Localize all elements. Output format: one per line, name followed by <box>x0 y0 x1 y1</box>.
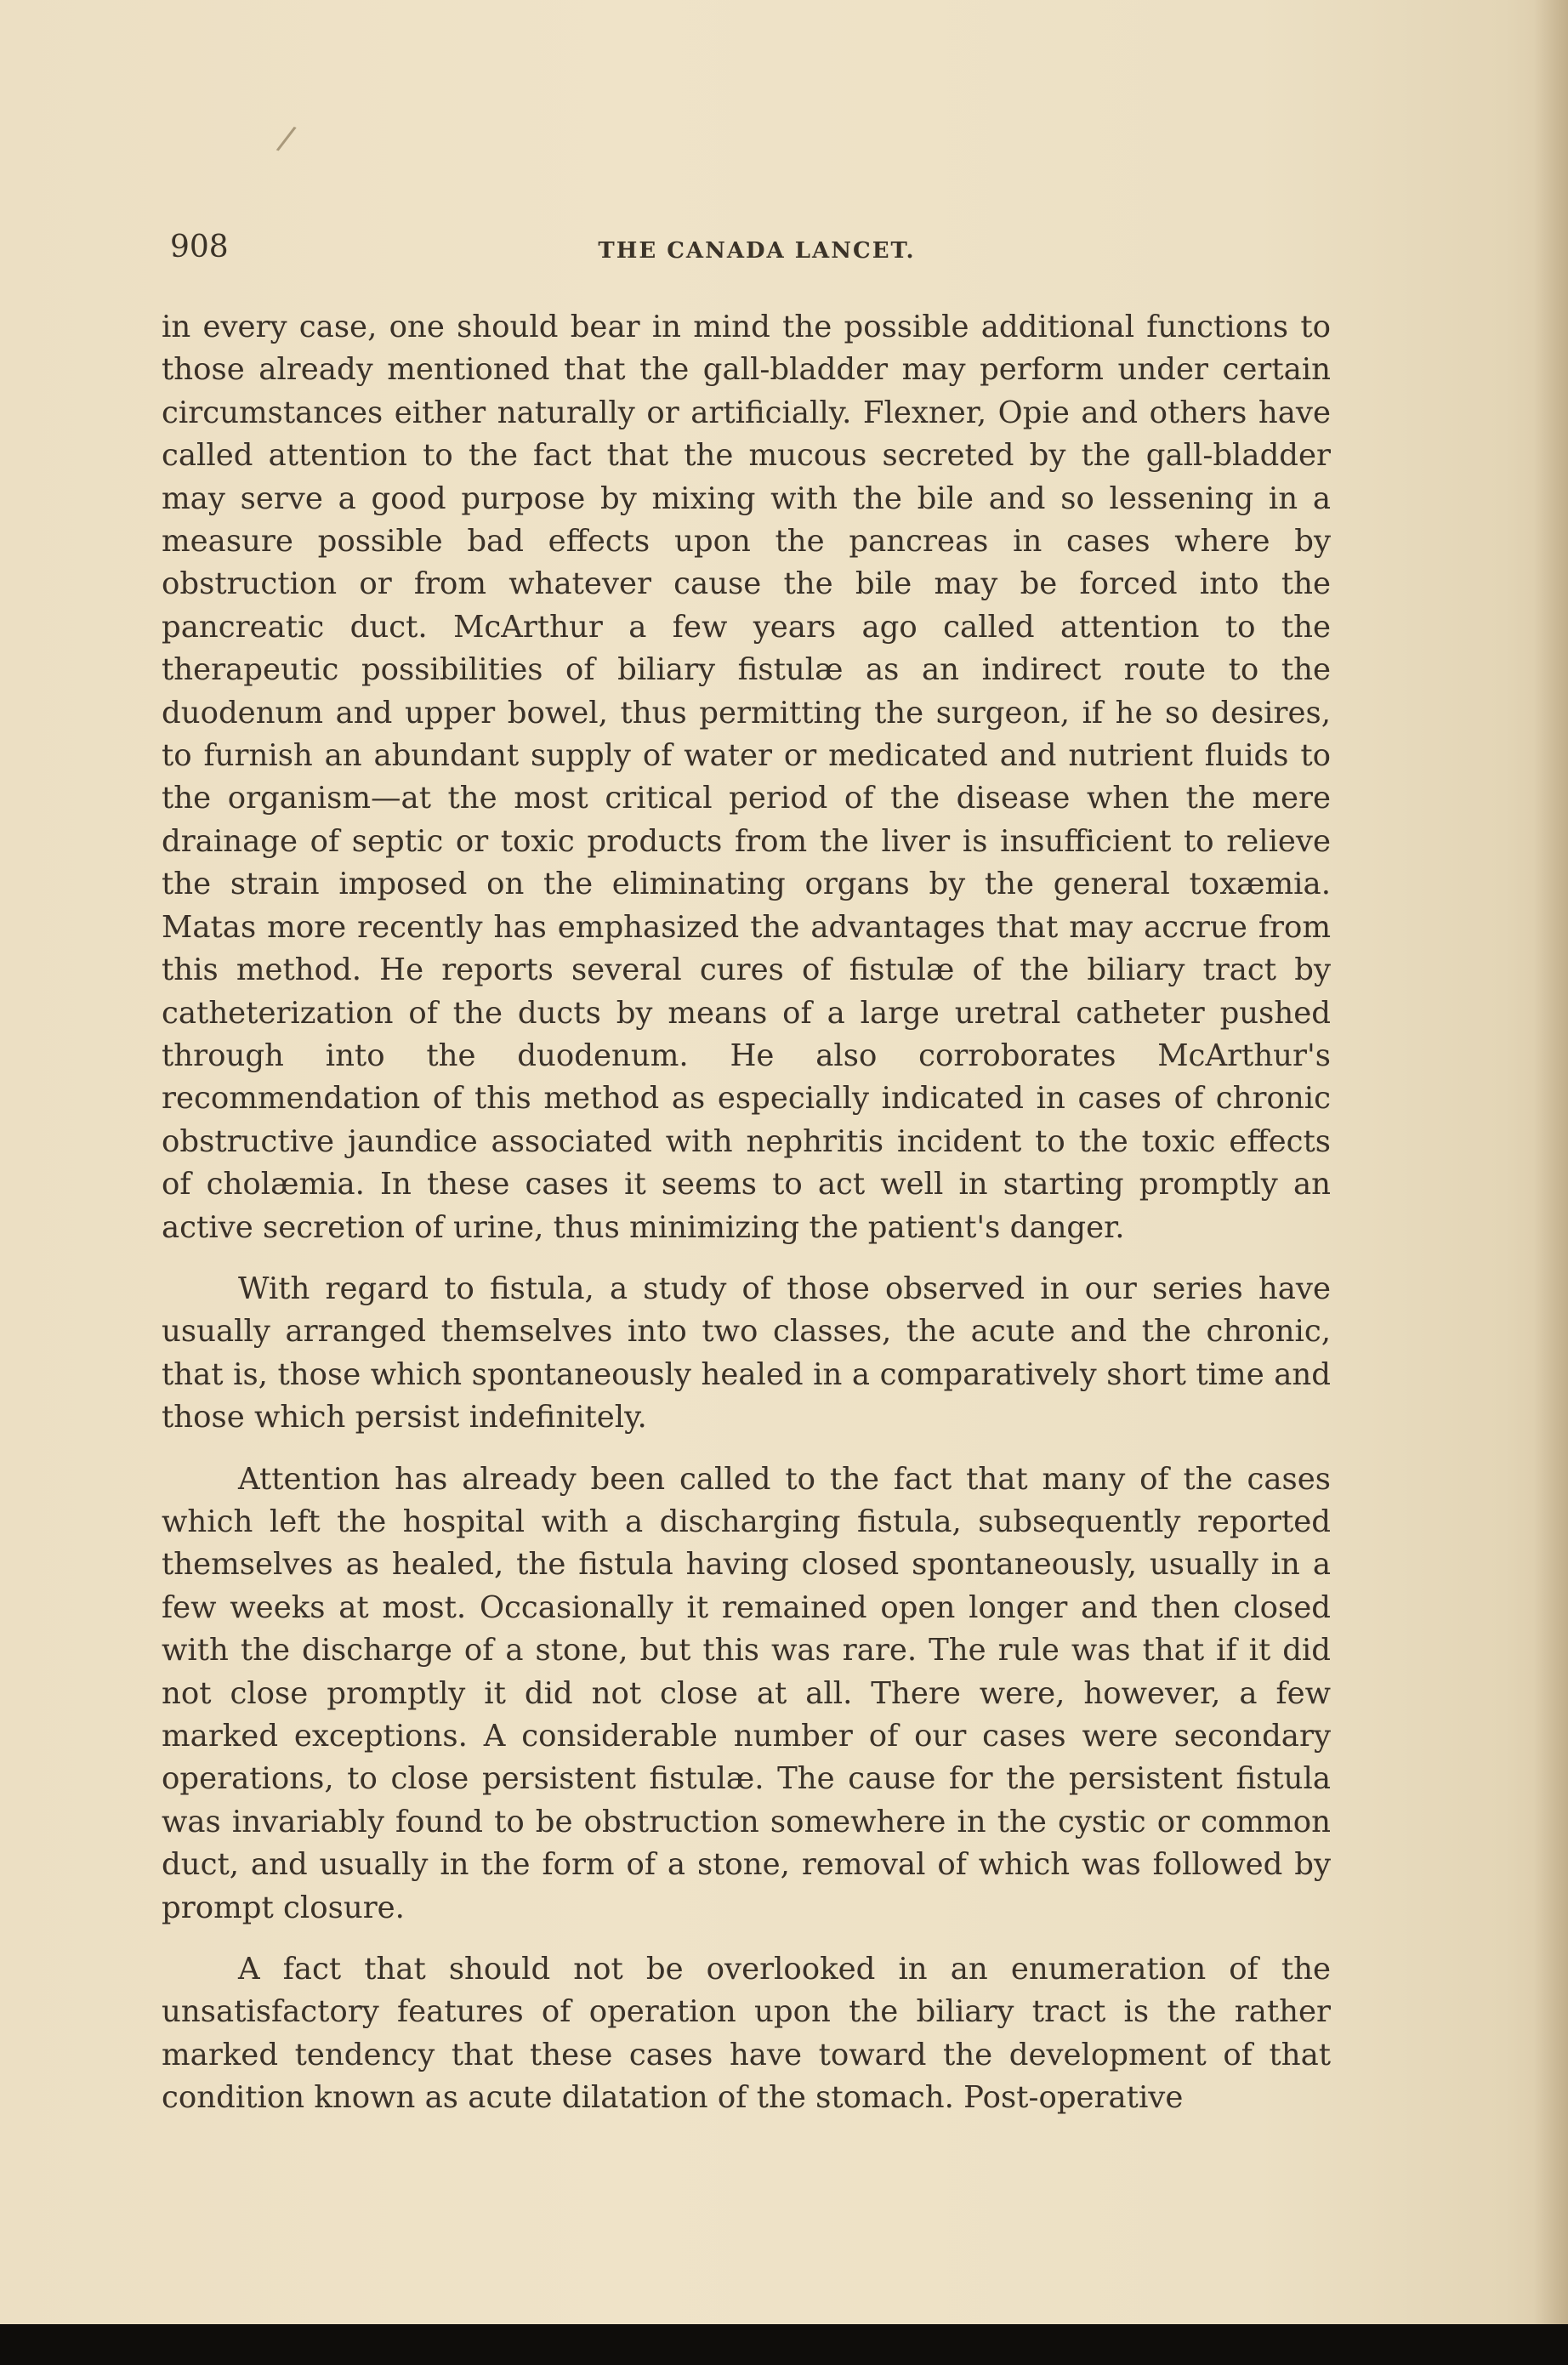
body-text <box>162 306 1331 2139</box>
paragraph: A fact that should not be overlooked in an enumeration of the unsatisfactory features of operation upon the biliary tract is the rather marked tendency that these cases have toward the development of that condition known as acute dilatation of the stomach. Post-operative <box>162 1952 1331 2116</box>
pencil-mark: / <box>274 118 298 159</box>
paragraph: Attention has already been called to the fact that many of the cases which left the hospital with a discharging fistula, subsequently reported themselves as healed, the fistula having closed spontaneously, usually in a few weeks at most. Occasionally it remained open longer and then closed with the discharge of a stone, but this was rare. The rule was that if it did not close promptly it did not close at all. There were, however, a few marked exceptions. A considerable number of our cases were secondary operations, to close persistent fistulæ. The cause for the persistent fistula was invariably found to be obstruction somewhere in the cystic or common duct, and usually in the form of a stone, removal of which was followed by prompt closure. <box>162 1461 1331 1925</box>
running-head: THE CANADA LANCET. <box>598 238 916 264</box>
page-header <box>170 230 1344 281</box>
paragraph: With regard to fistula, a study of those observed in our series have usually arranged themselves into two classes, the acute and the chronic, that is, those which spontaneously healed in a comparatively short time and those which persist indefinitely. <box>162 1271 1331 1435</box>
paragraph: in every case, one should bear in mind the possible additional functions to those already mentioned that the gall-bladder may perform under certain circumstances either naturally or artificially. Flexner, Opie and others have called attention to the fact that the mucous secreted by the gall-bladder may serve a good purpose by mixing with the bile and so lessening in a measure possible bad effects upon the pancreas in cases where by obstruction or from whatever cause the bile may be forced into the pancreatic duct. McArthur a few years ago called attention to the therapeutic possibilities of biliary fistulæ as an indirect route to the duodenum and upper bowel, thus permitting the surgeon, if he so desires, to furnish an abundant supply of water or medicated and nutrient fluids to the organism—at the most critical period of the disease when the mere drainage of septic or toxic products from the liver is insufficient to relieve the strain imposed on the eliminating organs by the general toxæmia. Matas more recently has emphasized the advantages that may accrue from this method. He reports several cures of fistulæ of the biliary tract by catheterization of the ducts by means of a large uretral catheter pushed through into the duodenum. He also corroborates McArthur's recommendation of this method as especially indicated in cases of chronic obstructive jaundice associated with nephritis incident to the toxic effects of cholæmia. In these cases it seems to act well in starting promptly an active secretion of urine, thus minimizing the patient's danger. <box>162 310 1331 1245</box>
page-bottom-edge <box>0 2324 1568 2365</box>
page-gutter-shadow <box>1534 0 1568 2365</box>
page-number: 908 <box>170 230 229 264</box>
